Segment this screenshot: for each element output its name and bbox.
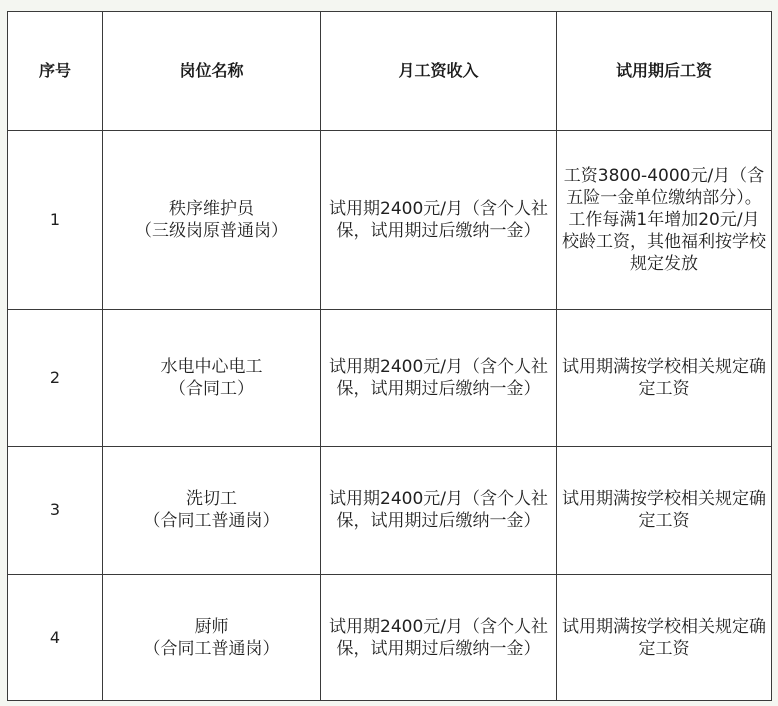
cell-monthly-salary: 试用期2400元/月（含个人社保，试用期过后缴纳一金） bbox=[321, 309, 557, 446]
cell-post-probation-salary: 工资3800-4000元/月（含五险一金单位缴纳部分）。工作每满1年增加20元/月校龄工资，其他福利按学校规定发放 bbox=[557, 131, 772, 310]
table-row bbox=[8, 575, 772, 701]
table-header-row bbox=[8, 12, 772, 131]
cell-position-name bbox=[103, 131, 321, 310]
salary-table-container bbox=[7, 11, 771, 701]
position-type: （三级岗原普通岗） bbox=[135, 220, 288, 241]
header-monthly-salary: 月工资收入 bbox=[321, 12, 557, 131]
cell-serial-number: 4 bbox=[8, 575, 103, 701]
salary-table bbox=[7, 11, 772, 701]
cell-position-name bbox=[103, 575, 321, 701]
table-row bbox=[8, 131, 772, 310]
cell-monthly-salary: 试用期2400元/月（含个人社保，试用期过后缴纳一金） bbox=[321, 446, 557, 575]
position-title: 水电中心电工 bbox=[160, 356, 263, 377]
position-type: （合同工普通岗） bbox=[143, 511, 280, 532]
cell-position-name bbox=[103, 446, 321, 575]
position-type: （合同工普通岗） bbox=[143, 638, 280, 659]
position-title: 秩序维护员 bbox=[169, 198, 254, 219]
cell-serial-number: 1 bbox=[8, 131, 103, 310]
header-serial-number: 序号 bbox=[8, 12, 103, 131]
cell-position-name bbox=[103, 309, 321, 446]
table-row bbox=[8, 446, 772, 575]
cell-post-probation-salary: 试用期满按学校相关规定确定工资 bbox=[557, 575, 772, 701]
header-post-probation-salary: 试用期后工资 bbox=[557, 12, 772, 131]
cell-post-probation-salary: 试用期满按学校相关规定确定工资 bbox=[557, 309, 772, 446]
table-row bbox=[8, 309, 772, 446]
position-type: （合同工） bbox=[169, 378, 254, 399]
position-title: 厨师 bbox=[194, 616, 229, 637]
cell-post-probation-salary: 试用期满按学校相关规定确定工资 bbox=[557, 446, 772, 575]
cell-serial-number: 3 bbox=[8, 446, 103, 575]
cell-serial-number: 2 bbox=[8, 309, 103, 446]
header-position-name: 岗位名称 bbox=[103, 12, 321, 131]
cell-monthly-salary: 试用期2400元/月（含个人社保，试用期过后缴纳一金） bbox=[321, 575, 557, 701]
position-title: 洗切工 bbox=[186, 489, 237, 510]
cell-monthly-salary: 试用期2400元/月（含个人社保，试用期过后缴纳一金） bbox=[321, 131, 557, 310]
